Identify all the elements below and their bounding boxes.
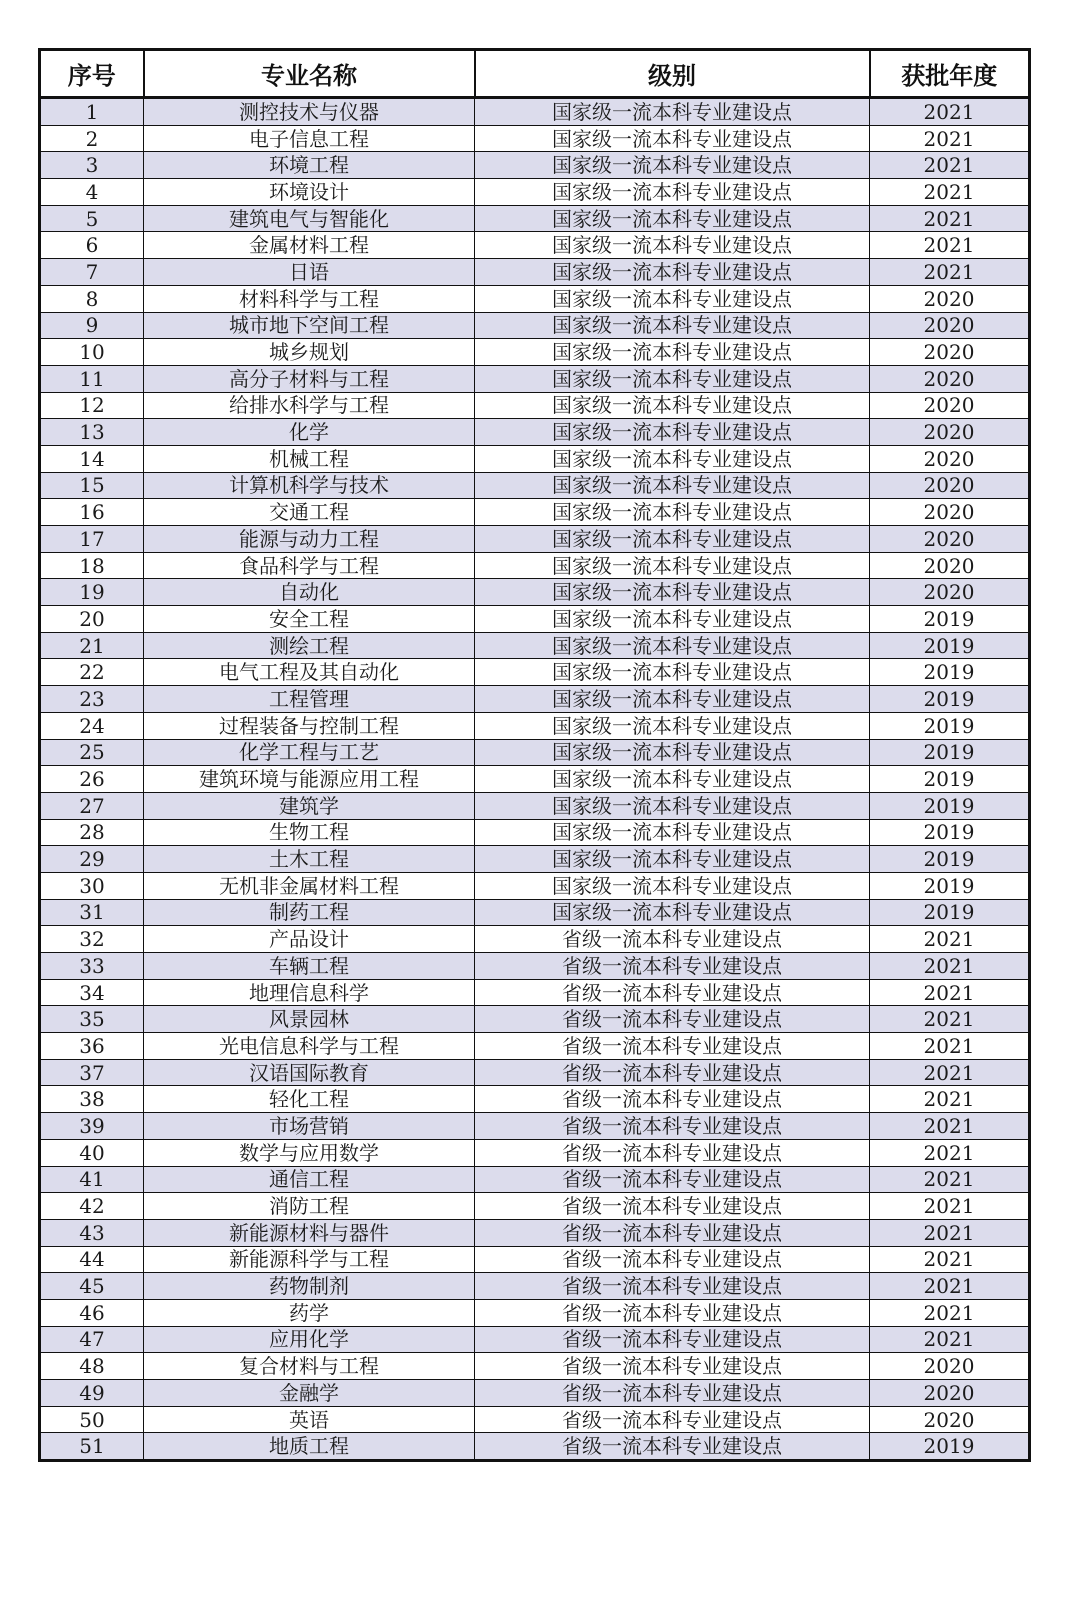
cell-approval-year: 2021 <box>870 1246 1030 1273</box>
cell-index: 10 <box>40 339 144 366</box>
cell-level: 省级一流本科专业建设点 <box>475 1139 870 1166</box>
cell-index: 21 <box>40 632 144 659</box>
cell-major-name: 药学 <box>144 1299 475 1326</box>
cell-index: 9 <box>40 312 144 339</box>
cell-approval-year: 2021 <box>870 1219 1030 1246</box>
cell-major-name: 车辆工程 <box>144 953 475 980</box>
table-row <box>40 926 1030 953</box>
cell-level: 国家级一流本科专业建设点 <box>475 499 870 526</box>
cell-level: 国家级一流本科专业建设点 <box>475 472 870 499</box>
cell-major-name: 新能源科学与工程 <box>144 1246 475 1273</box>
cell-major-name: 工程管理 <box>144 686 475 713</box>
cell-index: 35 <box>40 1006 144 1033</box>
table-row <box>40 1353 1030 1380</box>
cell-approval-year: 2021 <box>870 1326 1030 1353</box>
table-row <box>40 1113 1030 1140</box>
cell-major-name: 电子信息工程 <box>144 125 475 152</box>
cell-approval-year: 2020 <box>870 579 1030 606</box>
cell-level: 国家级一流本科专业建设点 <box>475 739 870 766</box>
cell-index: 43 <box>40 1219 144 1246</box>
header-index: 序号 <box>40 50 144 98</box>
cell-major-name: 金属材料工程 <box>144 232 475 259</box>
cell-approval-year: 2021 <box>870 1299 1030 1326</box>
cell-approval-year: 2021 <box>870 1059 1030 1086</box>
cell-index: 12 <box>40 392 144 419</box>
table-row <box>40 953 1030 980</box>
cell-major-name: 通信工程 <box>144 1166 475 1193</box>
table-row <box>40 285 1030 312</box>
cell-level: 省级一流本科专业建设点 <box>475 1433 870 1461</box>
cell-index: 39 <box>40 1113 144 1140</box>
cell-level: 省级一流本科专业建设点 <box>475 979 870 1006</box>
cell-approval-year: 2020 <box>870 499 1030 526</box>
cell-major-name: 风景园林 <box>144 1006 475 1033</box>
cell-index: 4 <box>40 179 144 206</box>
cell-major-name: 地理信息科学 <box>144 979 475 1006</box>
cell-level: 国家级一流本科专业建设点 <box>475 125 870 152</box>
cell-major-name: 化学工程与工艺 <box>144 739 475 766</box>
cell-approval-year: 2021 <box>870 232 1030 259</box>
table-row <box>40 846 1030 873</box>
cell-major-name: 电气工程及其自动化 <box>144 659 475 686</box>
cell-approval-year: 2020 <box>870 552 1030 579</box>
table-row <box>40 152 1030 179</box>
cell-index: 28 <box>40 819 144 846</box>
cell-index: 13 <box>40 419 144 446</box>
cell-major-name: 环境工程 <box>144 152 475 179</box>
table-row <box>40 232 1030 259</box>
cell-approval-year: 2021 <box>870 125 1030 152</box>
table-row <box>40 1219 1030 1246</box>
cell-major-name: 建筑环境与能源应用工程 <box>144 766 475 793</box>
table-body <box>40 98 1030 1461</box>
cell-level: 省级一流本科专业建设点 <box>475 1033 870 1060</box>
cell-index: 30 <box>40 872 144 899</box>
cell-approval-year: 2020 <box>870 392 1030 419</box>
table-row <box>40 872 1030 899</box>
table-row <box>40 1059 1030 1086</box>
cell-level: 国家级一流本科专业建设点 <box>475 205 870 232</box>
header-approval-year: 获批年度 <box>870 50 1030 98</box>
cell-level: 国家级一流本科专业建设点 <box>475 445 870 472</box>
cell-major-name: 食品科学与工程 <box>144 552 475 579</box>
cell-level: 国家级一流本科专业建设点 <box>475 552 870 579</box>
cell-index: 8 <box>40 285 144 312</box>
cell-level: 国家级一流本科专业建设点 <box>475 526 870 553</box>
cell-index: 7 <box>40 259 144 286</box>
cell-approval-year: 2021 <box>870 259 1030 286</box>
cell-level: 国家级一流本科专业建设点 <box>475 312 870 339</box>
cell-major-name: 建筑电气与智能化 <box>144 205 475 232</box>
cell-major-name: 安全工程 <box>144 606 475 633</box>
cell-index: 6 <box>40 232 144 259</box>
table-row <box>40 899 1030 926</box>
cell-level: 省级一流本科专业建设点 <box>475 1406 870 1433</box>
cell-level: 国家级一流本科专业建设点 <box>475 179 870 206</box>
table-row <box>40 1006 1030 1033</box>
cell-level: 省级一流本科专业建设点 <box>475 1166 870 1193</box>
cell-index: 5 <box>40 205 144 232</box>
table-row <box>40 1246 1030 1273</box>
cell-major-name: 制药工程 <box>144 899 475 926</box>
table-row <box>40 579 1030 606</box>
cell-index: 49 <box>40 1380 144 1407</box>
cell-major-name: 能源与动力工程 <box>144 526 475 553</box>
cell-level: 国家级一流本科专业建设点 <box>475 232 870 259</box>
cell-index: 29 <box>40 846 144 873</box>
table-row <box>40 1086 1030 1113</box>
cell-level: 国家级一流本科专业建设点 <box>475 632 870 659</box>
cell-approval-year: 2020 <box>870 445 1030 472</box>
cell-approval-year: 2019 <box>870 1433 1030 1461</box>
cell-level: 国家级一流本科专业建设点 <box>475 686 870 713</box>
table-row <box>40 1406 1030 1433</box>
cell-index: 45 <box>40 1273 144 1300</box>
table-row <box>40 365 1030 392</box>
cell-major-name: 无机非金属材料工程 <box>144 872 475 899</box>
cell-approval-year: 2020 <box>870 472 1030 499</box>
table-row <box>40 979 1030 1006</box>
header-major-name: 专业名称 <box>144 50 475 98</box>
table-row <box>40 1166 1030 1193</box>
cell-index: 3 <box>40 152 144 179</box>
table-row <box>40 686 1030 713</box>
cell-approval-year: 2019 <box>870 766 1030 793</box>
cell-level: 省级一流本科专业建设点 <box>475 1380 870 1407</box>
cell-major-name: 城乡规划 <box>144 339 475 366</box>
table-row <box>40 1326 1030 1353</box>
table-row <box>40 1433 1030 1461</box>
cell-major-name: 机械工程 <box>144 445 475 472</box>
cell-approval-year: 2020 <box>870 365 1030 392</box>
cell-index: 24 <box>40 712 144 739</box>
cell-approval-year: 2021 <box>870 205 1030 232</box>
cell-level: 省级一流本科专业建设点 <box>475 1113 870 1140</box>
cell-major-name: 过程装备与控制工程 <box>144 712 475 739</box>
cell-index: 11 <box>40 365 144 392</box>
cell-approval-year: 2021 <box>870 926 1030 953</box>
cell-index: 50 <box>40 1406 144 1433</box>
cell-major-name: 消防工程 <box>144 1193 475 1220</box>
cell-approval-year: 2021 <box>870 152 1030 179</box>
table-row <box>40 472 1030 499</box>
table-row <box>40 1380 1030 1407</box>
cell-approval-year: 2019 <box>870 899 1030 926</box>
cell-approval-year: 2019 <box>870 632 1030 659</box>
cell-major-name: 数学与应用数学 <box>144 1139 475 1166</box>
cell-level: 省级一流本科专业建设点 <box>475 1326 870 1353</box>
cell-level: 省级一流本科专业建设点 <box>475 1353 870 1380</box>
cell-level: 国家级一流本科专业建设点 <box>475 579 870 606</box>
cell-approval-year: 2021 <box>870 1033 1030 1060</box>
cell-major-name: 建筑学 <box>144 792 475 819</box>
cell-approval-year: 2020 <box>870 285 1030 312</box>
cell-index: 33 <box>40 953 144 980</box>
cell-level: 省级一流本科专业建设点 <box>475 926 870 953</box>
header-level: 级别 <box>475 50 870 98</box>
cell-level: 国家级一流本科专业建设点 <box>475 846 870 873</box>
cell-approval-year: 2019 <box>870 846 1030 873</box>
cell-level: 国家级一流本科专业建设点 <box>475 98 870 126</box>
cell-level: 省级一流本科专业建设点 <box>475 1246 870 1273</box>
cell-approval-year: 2021 <box>870 1139 1030 1166</box>
header-row <box>40 50 1030 98</box>
cell-approval-year: 2019 <box>870 819 1030 846</box>
cell-level: 国家级一流本科专业建设点 <box>475 365 870 392</box>
cell-index: 44 <box>40 1246 144 1273</box>
cell-major-name: 化学 <box>144 419 475 446</box>
cell-major-name: 高分子材料与工程 <box>144 365 475 392</box>
table-row <box>40 98 1030 126</box>
cell-index: 38 <box>40 1086 144 1113</box>
cell-index: 41 <box>40 1166 144 1193</box>
cell-approval-year: 2019 <box>870 606 1030 633</box>
cell-level: 国家级一流本科专业建设点 <box>475 152 870 179</box>
cell-level: 国家级一流本科专业建设点 <box>475 419 870 446</box>
cell-approval-year: 2021 <box>870 1006 1030 1033</box>
table-row <box>40 1033 1030 1060</box>
cell-index: 26 <box>40 766 144 793</box>
cell-approval-year: 2020 <box>870 312 1030 339</box>
cell-level: 省级一流本科专业建设点 <box>475 1059 870 1086</box>
table-row <box>40 712 1030 739</box>
cell-approval-year: 2021 <box>870 179 1030 206</box>
cell-approval-year: 2021 <box>870 979 1030 1006</box>
cell-major-name: 复合材料与工程 <box>144 1353 475 1380</box>
cell-level: 国家级一流本科专业建设点 <box>475 766 870 793</box>
cell-approval-year: 2020 <box>870 419 1030 446</box>
cell-major-name: 轻化工程 <box>144 1086 475 1113</box>
table-row <box>40 179 1030 206</box>
cell-level: 国家级一流本科专业建设点 <box>475 712 870 739</box>
cell-major-name: 产品设计 <box>144 926 475 953</box>
table-row <box>40 632 1030 659</box>
table-row <box>40 392 1030 419</box>
cell-major-name: 给排水科学与工程 <box>144 392 475 419</box>
cell-approval-year: 2021 <box>870 1273 1030 1300</box>
cell-level: 国家级一流本科专业建设点 <box>475 872 870 899</box>
cell-major-name: 自动化 <box>144 579 475 606</box>
table-row <box>40 792 1030 819</box>
table-row <box>40 419 1030 446</box>
cell-major-name: 材料科学与工程 <box>144 285 475 312</box>
cell-index: 34 <box>40 979 144 1006</box>
table-row <box>40 1193 1030 1220</box>
cell-index: 42 <box>40 1193 144 1220</box>
cell-index: 23 <box>40 686 144 713</box>
cell-major-name: 生物工程 <box>144 819 475 846</box>
cell-index: 48 <box>40 1353 144 1380</box>
cell-index: 19 <box>40 579 144 606</box>
table-row <box>40 766 1030 793</box>
table-row <box>40 205 1030 232</box>
cell-approval-year: 2021 <box>870 1166 1030 1193</box>
cell-major-name: 英语 <box>144 1406 475 1433</box>
majors-table <box>38 48 1031 1462</box>
cell-index: 46 <box>40 1299 144 1326</box>
cell-index: 51 <box>40 1433 144 1461</box>
cell-approval-year: 2021 <box>870 953 1030 980</box>
cell-major-name: 汉语国际教育 <box>144 1059 475 1086</box>
table-row <box>40 819 1030 846</box>
cell-index: 32 <box>40 926 144 953</box>
cell-approval-year: 2019 <box>870 686 1030 713</box>
table-row <box>40 659 1030 686</box>
table-row <box>40 526 1030 553</box>
table-row <box>40 339 1030 366</box>
cell-index: 14 <box>40 445 144 472</box>
cell-major-name: 交通工程 <box>144 499 475 526</box>
cell-index: 47 <box>40 1326 144 1353</box>
cell-major-name: 金融学 <box>144 1380 475 1407</box>
cell-approval-year: 2019 <box>870 872 1030 899</box>
table-row <box>40 552 1030 579</box>
cell-index: 20 <box>40 606 144 633</box>
cell-approval-year: 2021 <box>870 1113 1030 1140</box>
table-row <box>40 499 1030 526</box>
cell-level: 国家级一流本科专业建设点 <box>475 819 870 846</box>
table-row <box>40 606 1030 633</box>
cell-index: 40 <box>40 1139 144 1166</box>
cell-major-name: 新能源材料与器件 <box>144 1219 475 1246</box>
cell-major-name: 市场营销 <box>144 1113 475 1140</box>
cell-major-name: 环境设计 <box>144 179 475 206</box>
cell-level: 省级一流本科专业建设点 <box>475 1193 870 1220</box>
cell-major-name: 地质工程 <box>144 1433 475 1461</box>
table-row <box>40 1139 1030 1166</box>
cell-index: 1 <box>40 98 144 126</box>
cell-major-name: 应用化学 <box>144 1326 475 1353</box>
cell-level: 省级一流本科专业建设点 <box>475 1219 870 1246</box>
cell-approval-year: 2021 <box>870 1086 1030 1113</box>
cell-major-name: 计算机科学与技术 <box>144 472 475 499</box>
cell-index: 17 <box>40 526 144 553</box>
cell-approval-year: 2019 <box>870 792 1030 819</box>
cell-index: 36 <box>40 1033 144 1060</box>
cell-level: 省级一流本科专业建设点 <box>475 1086 870 1113</box>
table-row <box>40 445 1030 472</box>
table-row <box>40 312 1030 339</box>
cell-index: 15 <box>40 472 144 499</box>
cell-approval-year: 2020 <box>870 526 1030 553</box>
table-row <box>40 739 1030 766</box>
cell-major-name: 城市地下空间工程 <box>144 312 475 339</box>
cell-index: 27 <box>40 792 144 819</box>
table-row <box>40 259 1030 286</box>
table-row <box>40 125 1030 152</box>
cell-approval-year: 2019 <box>870 659 1030 686</box>
cell-index: 25 <box>40 739 144 766</box>
cell-level: 国家级一流本科专业建设点 <box>475 259 870 286</box>
cell-level: 省级一流本科专业建设点 <box>475 953 870 980</box>
cell-index: 22 <box>40 659 144 686</box>
cell-index: 16 <box>40 499 144 526</box>
cell-index: 18 <box>40 552 144 579</box>
cell-index: 2 <box>40 125 144 152</box>
cell-level: 省级一流本科专业建设点 <box>475 1006 870 1033</box>
cell-level: 国家级一流本科专业建设点 <box>475 899 870 926</box>
cell-approval-year: 2021 <box>870 1193 1030 1220</box>
cell-major-name: 光电信息科学与工程 <box>144 1033 475 1060</box>
cell-major-name: 测控技术与仪器 <box>144 98 475 126</box>
cell-level: 国家级一流本科专业建设点 <box>475 392 870 419</box>
cell-level: 国家级一流本科专业建设点 <box>475 659 870 686</box>
cell-approval-year: 2020 <box>870 1380 1030 1407</box>
cell-approval-year: 2021 <box>870 98 1030 126</box>
cell-level: 国家级一流本科专业建设点 <box>475 792 870 819</box>
cell-level: 国家级一流本科专业建设点 <box>475 606 870 633</box>
cell-index: 37 <box>40 1059 144 1086</box>
cell-index: 31 <box>40 899 144 926</box>
cell-major-name: 测绘工程 <box>144 632 475 659</box>
cell-level: 国家级一流本科专业建设点 <box>475 339 870 366</box>
table-row <box>40 1273 1030 1300</box>
table-row <box>40 1299 1030 1326</box>
cell-level: 省级一流本科专业建设点 <box>475 1273 870 1300</box>
cell-major-name: 药物制剂 <box>144 1273 475 1300</box>
cell-approval-year: 2020 <box>870 1406 1030 1433</box>
cell-level: 国家级一流本科专业建设点 <box>475 285 870 312</box>
cell-level: 省级一流本科专业建设点 <box>475 1299 870 1326</box>
cell-approval-year: 2020 <box>870 339 1030 366</box>
cell-approval-year: 2019 <box>870 739 1030 766</box>
cell-major-name: 日语 <box>144 259 475 286</box>
cell-approval-year: 2020 <box>870 1353 1030 1380</box>
cell-major-name: 土木工程 <box>144 846 475 873</box>
cell-approval-year: 2019 <box>870 712 1030 739</box>
